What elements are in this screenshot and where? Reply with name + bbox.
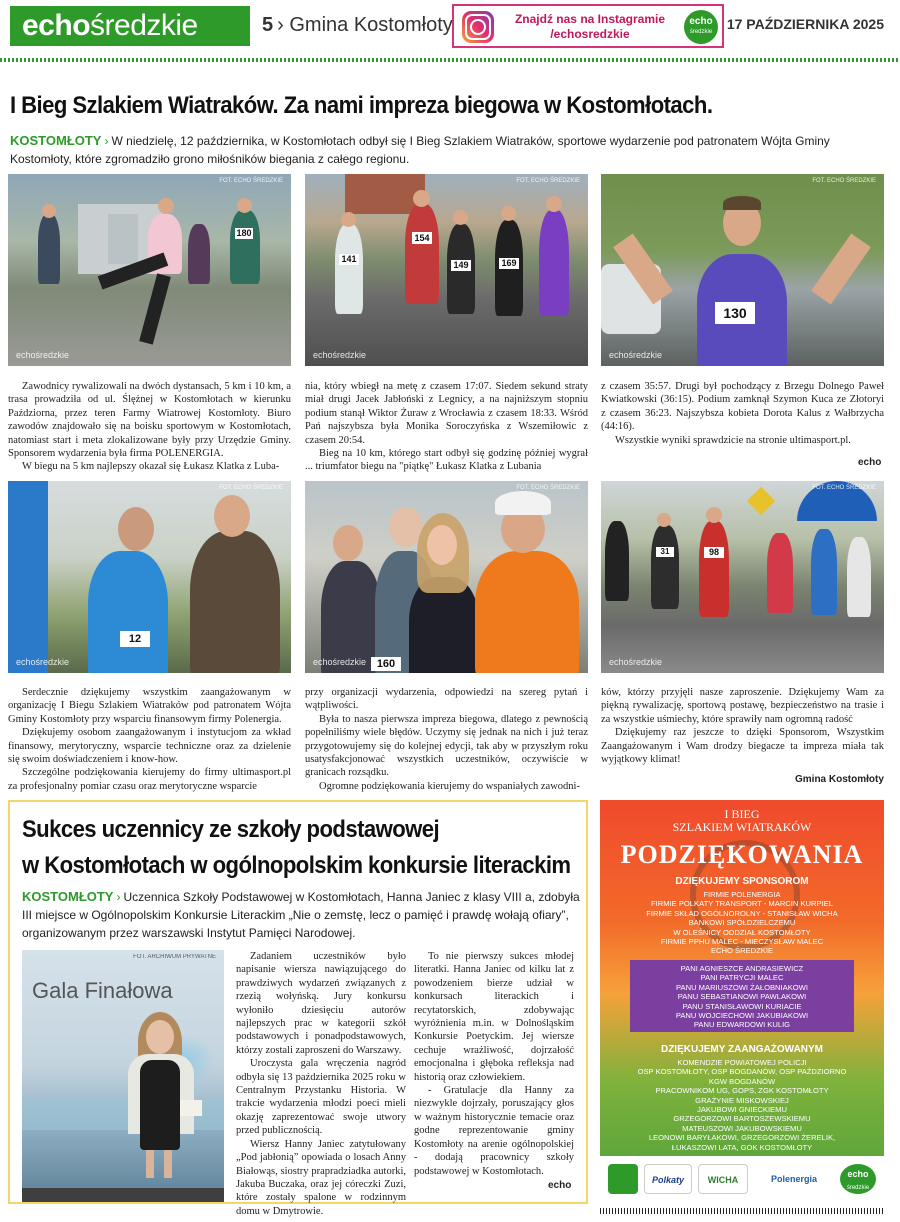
echo-logo: echo średzkie [840, 1164, 876, 1194]
article-column-2: nia, który wbiegł na metę z czasem 17:07. Siedem sekund straty miał drugi Jacek Jabłoński z Legnicy, a na najniższym stopniu podium stanął Wiktor Żuraw z Wrocławia z czasem 18:33. Wśród Pań najszybsza była Monika Soroczyńska z Wszemiłowic z czasem 20:54. Bieg na 10 km, którego start odbył się godzinę później wygrał ... triumfator biegu na "piątkę" Łukasz Klatka z Lubania [305, 381, 588, 473]
poster-engaged-item: GRAŻYNIE MISKOWSKIEJ [695, 1095, 789, 1105]
article2-lead: KOSTOMŁOTY › Uczennica Szkoły Podstawowej w Kostomłotach, Hanna Janiec z klasy VIII a, zdobyła III miejsce w Ogólnopolskim Konkursie Literackim „Nie o zemstę, lecz o pamięć i prawdę wołają ofiary”, organizowanym przez warszawski Instytut Pamięci Narodowej. [22, 889, 580, 940]
poster-sponsor-item: FIRMIE POLKATY TRANSPORT - MARCIN KURPIEL [650, 899, 833, 909]
poster-engaged-item: KOMENDZIE POWIATOWEJ POLICJI [677, 1058, 807, 1067]
poster-person-item: PANU MARIUSZOWI ŻAŁOBNIAKOWI [676, 982, 808, 992]
thanks-column-1: Serdecznie dziękujemy wszystkim zaangażowanym w organizację I Biegu Szlakiem Wiatraków pod patronatem Wójta Gminy Kostomłoty przy wsparciu finansowym firmy Polenergia. Dziękujemy osobom zaangażowanym i instytucjom za wkład finansowy, merytoryczny, wsparcie techniczne oraz za dzielenie się swoim doświadczeniem i know-how. Szczególne podziękowania kierujemy do firmy ultimasport.pl za profesjonalny pomiar czasu oraz merytoryczne wsparcie [8, 687, 291, 792]
poster-sponsor-item: BANKOWI SPÓŁDZIELCZEMU [688, 918, 796, 928]
poster-engaged-item: JAKUBOWI GNIECKIEMU [697, 1105, 787, 1115]
poster-engaged-item: OSP KOSTOMŁOTY, OSP BOGDANÓW, OSP PAŹDZIORNO [637, 1067, 847, 1077]
poster-sponsor-item: W OLEŚNICY ODDZIAŁ KOSTOMŁOTY [673, 927, 811, 937]
poster-engaged-item: MATEUSZOWI JAKUBOWSKIEMU [682, 1123, 802, 1133]
polkaty-logo: Polkaty [644, 1164, 692, 1194]
photo-medal-ceremony[interactable]: 12 FOT. ECHO ŚREDZKIE echośredzkie [8, 481, 291, 673]
article-title: I Bieg Szlakiem Wiatraków. Za nami impreza biegowa w Kostomłotach. [10, 92, 713, 119]
article2-signature: echo [548, 1180, 572, 1191]
poster-person-item: PANU SEBASTIANOWI PAWLAKOWI [677, 992, 807, 1002]
instagram-banner[interactable]: Znajdź nas na Instagramie /echosredzkie echo średzkie [452, 4, 724, 48]
echo-badge: echo średzkie [684, 10, 718, 44]
newspaper-logo[interactable]: echośredzkie [10, 6, 250, 46]
poster-person-item: PANI PATRYCJI MALEC [700, 973, 784, 983]
poster-engaged-item: GRZEGORZOWI BARTOSZEWSKIEMU [673, 1114, 811, 1124]
poster-person-item: PANU WOJCIECHOWI JAKUBIAKOWI [675, 1011, 809, 1021]
poster-engaged-list [600, 1058, 884, 1152]
issue-date: 17 PAŹDZIERNIKA 2025 [726, 16, 884, 32]
thanks-signature: Gmina Kostomłoty [795, 774, 884, 785]
thanks-poster[interactable]: I BIEG SZLAKIEM WIATRAKÓW PODZIĘKOWANIA DZIĘKUJEMY SPONSOROM FIRMIE POLENERGIA FIRMIE POLKATY TRANSPORT - MARCIN KURPIEL FIRMIE SKŁAD OGÓLNOROLNY - STANISŁAW WICHA BANKOWI SPÓŁDZIELCZEMU W OLEŚNICY ODDZIAŁ KOSTOMŁOTY FIRMIE PPHU MALEC - MIECZYSŁAW MALEC ECHO ŚREDZKIE PANI AGNIESZCE ANDRASIEWICZ PANI PATRYCJI MALEC PANU MARIUSZOWI ŻAŁOBNIAKOWI PANU SEBASTIANOWI PAWLAKOWI PANU STANISŁAWOWI KURIACIE PANU WOJCIECHOWI JAKUBIAKOWI PANU EDWARDOWI KULIG DZIĘKUJEMY ZAANGAŻOWANYM KOMENDZIE POWIATOWEJ POLICJI OSP KOSTOMŁOTY, OSP BOGDANÓW, OSP PAŹDZIORNO KGW BOGDANÓW PRACOWNIKOM UG, GOPS, ZGK KOSTOMŁOTY GRAŻYNIE MISKOWSKIEJ JAKUBOWI GNIECKIEMU GRZEGORZOWI BARTOSZEWSKIEMU MATEUSZOWI JAKUBOWSKIEMU LEONOWI BARYŁAKOWI, GRZEGORZOWI ŻERELIK, ŁUKASZOWI LATA, GOK KOSTOMŁOTY Polkaty WICHA Polenergia echo średzkie [600, 800, 884, 1202]
photo-runners-group[interactable]: 141 154 149 169 FOT. ECHO ŚREDZKIE echośredzkie [305, 174, 588, 366]
article2-column-1: Zadaniem uczestników było napisanie wiersza nawiązującego do prawdziwych wydarzeń związanych z rzezią wołyńską. Jury konkursu wyłoniło dziesięciu autorów najlepszych prac w kategorii szkół podstawowych i ponadpodstawowych, którzy zostali zaproszeni do Warszawy. Uroczysta gala wręczenia nagród odbyła się 13 października 2025 roku w Centralnym Przystanku Historia. W trakcie wydarzenia młodzi poeci mieli okazję zaprezentować swoje utwory przed publicznością. Wiersz Hanny Janiec zatytułowany „Pod jabłonią” opowiada o losach Anny Białowąs, siostry prapradziadka autorki, Jakuba Buczaka, oraz jej córeczki Zuzi, które zostały spalone w rodzinnym domu w Dmytrowie. [236, 951, 406, 1217]
poster-sponsor-item: FIRMIE SKŁAD OGÓLNOROLNY - STANISŁAW WICHA [646, 908, 838, 918]
poster-person-item: PANU EDWARDOWI KULIG [693, 1020, 791, 1030]
poster-sponsor-list [600, 890, 884, 956]
poster-engaged-item: ŁUKASZOWI LATA, GOK KOSTOMŁOTY [671, 1142, 813, 1152]
poster-engaged-item: PRACOWNIKOM UG, GOPS, ZGK KOSTOMŁOTY [655, 1086, 829, 1096]
poster-engaged-item: LEONOWI BARYŁAKOWI, GRZEGORZOWI ŻERELIK, [648, 1133, 836, 1143]
header-divider [0, 58, 900, 62]
article-lead: KOSTOMŁOTY › W niedzielę, 12 października, w Kostomłotach odbył się I Bieg Szlakiem Wiatraków, sportowe wydarzenie pod patronatem Wójta Gminy Kostomłoty, które zgromadziło grono miłośników biegania z całego regionu. [10, 133, 830, 166]
poster-logos [600, 1156, 884, 1202]
poster-engaged-item: KGW BOGDANÓW [708, 1076, 776, 1086]
wicha-logo: WICHA [698, 1164, 748, 1194]
poster-sponsor-item: FIRMIE POLENERGIA [703, 890, 781, 899]
thanks-column-3: ków, którzy przyjęli nasze zaproszenie. Dziękujemy Wam za piękną rywalizację, sportową postawę, bezpieczeństwo na trasie i za wszystkie uśmiechy, które sprawiły nam ogromną radość Dziękujemy raz jeszcze to dzięki Sponsorom, Wszystkim Zaangażowanym i Wam drodzy biegacze ta impreza miała tak wyjątkowy klimat! [601, 687, 884, 766]
poster-sponsor-item: FIRMIE PPHU MALEC - MIECZYSŁAW MALEC [660, 937, 824, 947]
article-column-1: Zawodnicy rywalizowali na dwóch dystansach, 5 km i 10 km, a trasa prowadziła od ul. Ślężnej w Kostomłotach w kierunku Paździorna, przez teren Farmy Wiatrowej Kostomłoty. Biuro zawodów znajdowało się na boisku sportowym w Kostomłotach, natomiast start i meta zlokalizowane były przy Urzędzie Gminy. Sponsorem wydarzenia była firma POLENERGIA. W biegu na 5 km najlepszy okazał się Łukasz Klatka z Luba- [8, 381, 291, 473]
photo-stretching-runner[interactable]: 180 FOT. ECHO ŚREDZKIE echośredzkie [8, 174, 291, 366]
poster-sponsor-item: ECHO ŚREDZKIE [710, 946, 774, 956]
poster-person-item: PANI AGNIESZCE ANDRASIEWICZ [680, 964, 804, 973]
page-header [0, 0, 900, 52]
photo-gala-laureate[interactable]: Gala Finałowa FOT. ARCHIWUM PRYWATNE [22, 950, 224, 1202]
instagram-icon [462, 11, 494, 43]
article-column-3: z czasem 35:57. Drugi był pochodzący z Brzegu Dolnego Paweł Kwiatkowski (36:15). Podium zamknął Szymon Kuca ze Złotoryi z czasem 36:23. Najszybsza kobieta Dorota Kalus z Wałbrzycha (44:16). Wszystkie wyniki sprawdzicie na stronie ultimasport.pl. [601, 381, 884, 446]
photo-winner-runner[interactable]: 130 FOT. ECHO ŚREDZKIE echośredzkie [601, 174, 884, 366]
thanks-column-2: przy organizacji wydarzenia, odpowiedzi na szereg pytań i wątpliwości. Była to nasza pierwsza impreza biegowa, dlatego z pewnością popełniliśmy wiele błędów. Uczymy się jednak na nich i już teraz przygotowujemy się do kolejnej edycji, tak aby w przyszłym roku usatysfakcjonować wszystkich uczestników, oczywiście w granicach rozsądku. Ogromne podziękowania kierujemy do wspaniałych zawodni- [305, 687, 588, 792]
poster-person-item: PANU STANISŁAWOWI KURIACIE [682, 1001, 802, 1011]
bottom-rule [600, 1208, 884, 1214]
polenergia-logo: Polenergia [756, 1164, 832, 1194]
gmina-logo [608, 1164, 638, 1194]
poster-people-list [600, 964, 884, 1030]
article2-column-2: To nie pierwszy sukces młodej literatki. Hanna Janiec od kilku lat z powodzeniem bierze udział w konkursach literackich i recytatorskich, zdobywając wyróżnienia m.in. w Dolnośląskim Konkursie Poetyckim. Jej wiersze cechuje wrażliwość, dojrzałość emocjonalna i głęboka refleksja nad historią oraz człowiekiem. - Gratulacje dla Hanny za niezwykle dojrzały, poruszający głos w ważnym historycznie temacie oraz godne reprezentowanie gminy Kostomłoty na arenie ogólnopolskiej - dodają pracownicy szkoły podstawowej w Kostomłotach. [414, 951, 574, 1177]
article2-title: Sukces uczennicy ze szkoły podstawowej w Kostomłotach w ogólnopolskim konkursie literackim [22, 816, 571, 879]
page-section: 5 › Gmina Kostomłoty [262, 14, 453, 36]
photo-race-start[interactable]: 31 98 FOT. ECHO ŚREDZKIE echośredzkie [601, 481, 884, 673]
article-signature: echo [858, 457, 882, 468]
photo-smiling-participants[interactable]: 160 FOT. ECHO ŚREDZKIE echośredzkie [305, 481, 588, 673]
